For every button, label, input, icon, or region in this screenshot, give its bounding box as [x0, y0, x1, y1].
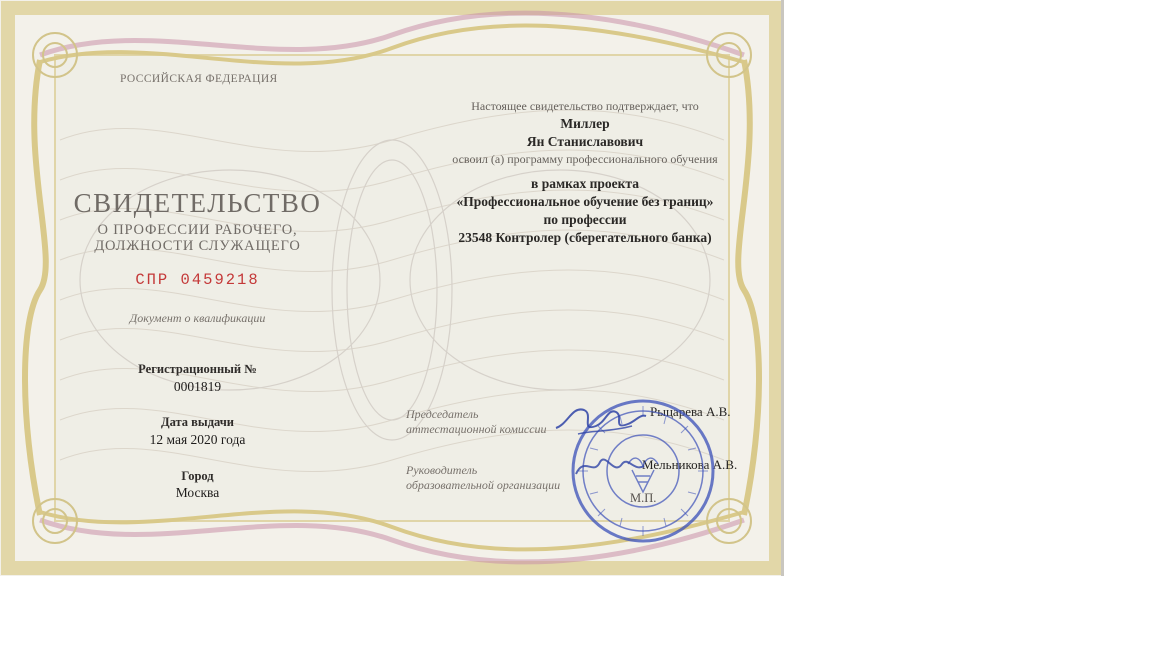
program-text: освоил (а) программу профессионального обучения	[452, 152, 718, 166]
chair-name: Рыцарева А.В.	[650, 404, 731, 419]
head-label	[406, 463, 560, 493]
certificate-title: СВИДЕТЕЛЬСТВО	[73, 188, 322, 218]
project-line-1: в рамках проекта	[531, 176, 639, 191]
issue-date-label: Дата выдачи	[160, 415, 235, 429]
subtitle-line-2: ДОЛЖНОСТИ СЛУЖАЩЕГО	[94, 238, 301, 254]
chair-signature-icon	[550, 396, 650, 444]
head-label-line-1: Руководитель	[406, 463, 478, 477]
head-name: Мельникова А.В.	[642, 457, 738, 472]
issue-date: 12 мая 2020 года	[149, 432, 246, 447]
certificate-subtitle	[70, 222, 325, 254]
registration-label: Регистрационный №	[138, 362, 257, 376]
city-value: Москва	[175, 485, 220, 500]
city-label: Город	[181, 469, 214, 483]
head-label-line-2: образовательной организации	[406, 478, 561, 492]
country-label: РОССИЙСКАЯ ФЕДЕРАЦИЯ	[120, 73, 278, 85]
chair-label	[406, 407, 547, 437]
chair-label-line-2: аттестационной комиссии	[406, 422, 547, 436]
confirm-text: Настоящее свидетельство подтверждает, что	[471, 99, 699, 113]
chair-label-line-1: Председатель	[406, 407, 479, 421]
registration-number: 0001819	[173, 379, 222, 394]
holder-name: Ян Станиславович	[526, 134, 644, 149]
profession-value: 23548 Контролер (сберегательного банка)	[458, 230, 712, 245]
stamp-place-label: М.П.	[630, 491, 657, 505]
head-signature-icon	[570, 446, 650, 486]
project-name: «Профессиональное обучение без границ»	[456, 194, 714, 209]
profession-label: по профессии	[543, 212, 627, 227]
document-type: Документ о квалификации	[129, 311, 266, 325]
serial-number: СПР 0459218	[135, 271, 260, 289]
holder-surname: Миллер	[560, 116, 610, 131]
subtitle-line-1: О ПРОФЕССИИ РАБОЧЕГО,	[97, 222, 298, 238]
